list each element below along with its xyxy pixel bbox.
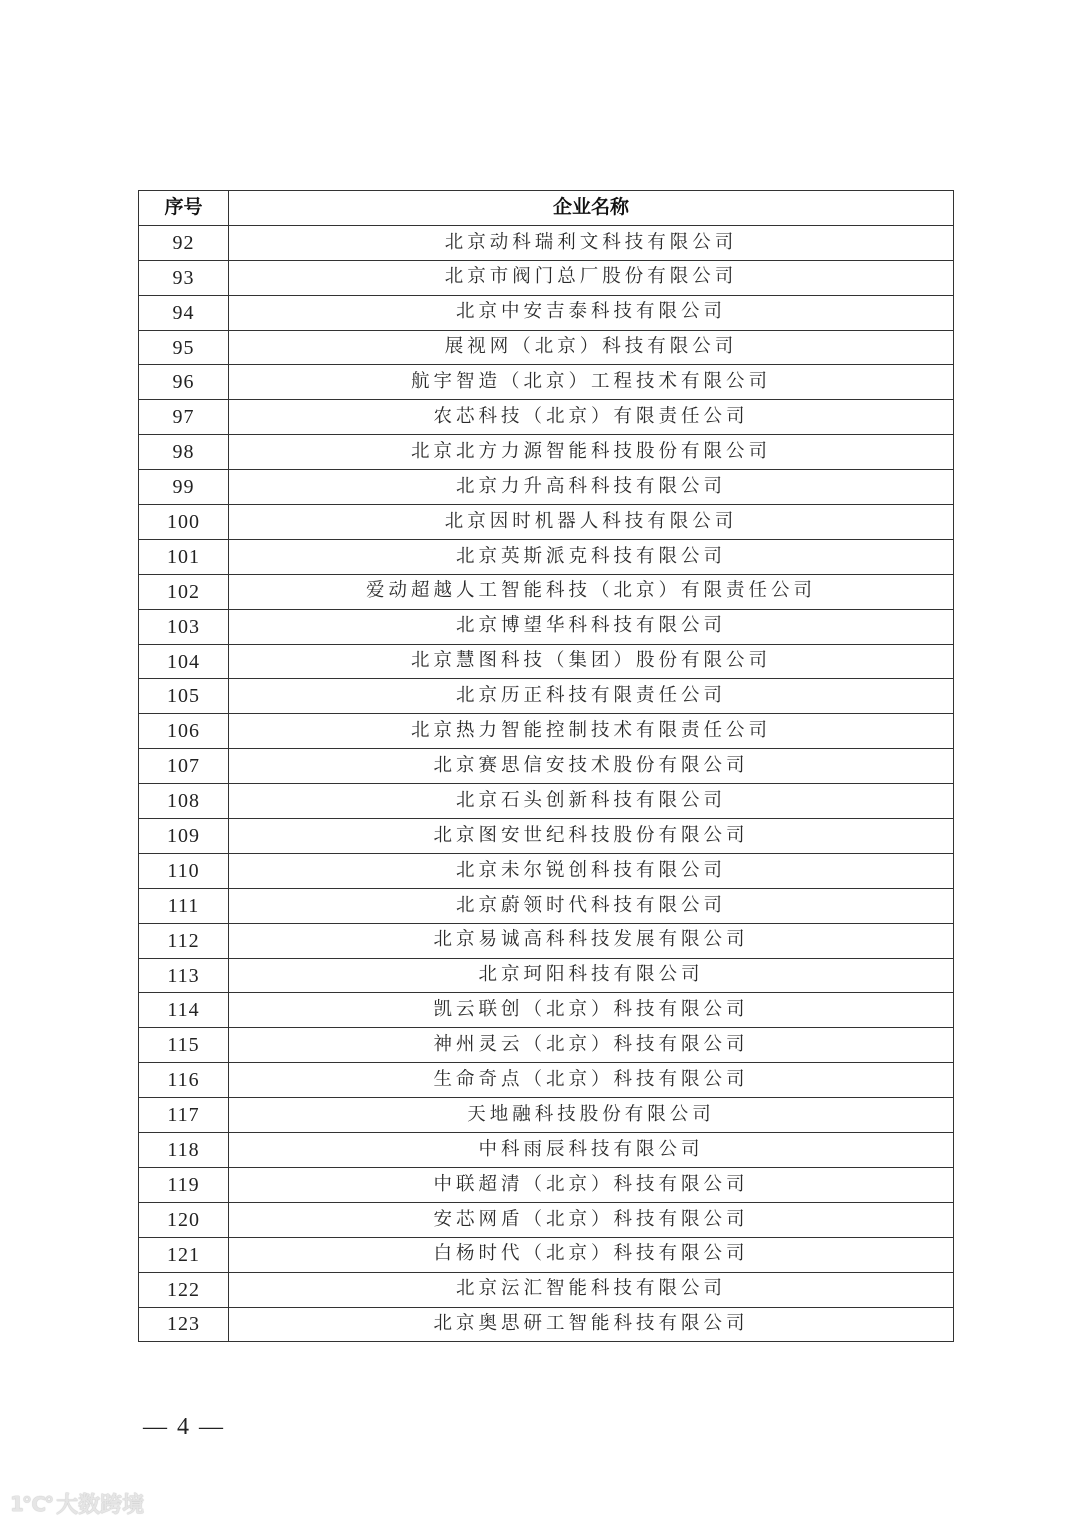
row-index: 94 xyxy=(139,295,229,330)
table-row xyxy=(139,819,954,854)
table-row xyxy=(139,1063,954,1098)
company-list-table xyxy=(138,190,954,1342)
row-company-name: 北京沄汇智能科技有限公司 xyxy=(229,1272,954,1307)
row-company-name: 凯云联创（北京）科技有限公司 xyxy=(229,993,954,1028)
row-index: 92 xyxy=(139,225,229,260)
row-company-name: 北京因时机器人科技有限公司 xyxy=(229,505,954,540)
row-index: 115 xyxy=(139,1028,229,1063)
table-row xyxy=(139,1202,954,1237)
watermark-logo-icon: 1℃° xyxy=(10,1491,53,1516)
row-index: 122 xyxy=(139,1272,229,1307)
row-index: 101 xyxy=(139,539,229,574)
row-company-name: 北京热力智能控制技术有限责任公司 xyxy=(229,714,954,749)
row-index: 120 xyxy=(139,1202,229,1237)
table-row xyxy=(139,539,954,574)
row-company-name: 生命奇点（北京）科技有限公司 xyxy=(229,1063,954,1098)
table-body xyxy=(139,225,954,1342)
table-row xyxy=(139,225,954,260)
header-index: 序号 xyxy=(139,191,229,226)
row-company-name: 爱动超越人工智能科技（北京）有限责任公司 xyxy=(229,574,954,609)
table-row xyxy=(139,365,954,400)
row-index: 123 xyxy=(139,1307,229,1342)
table-row xyxy=(139,1272,954,1307)
row-index: 104 xyxy=(139,644,229,679)
row-index: 118 xyxy=(139,1133,229,1168)
row-company-name: 安芯网盾（北京）科技有限公司 xyxy=(229,1202,954,1237)
row-company-name: 北京慧图科技（集团）股份有限公司 xyxy=(229,644,954,679)
row-company-name: 白杨时代（北京）科技有限公司 xyxy=(229,1237,954,1272)
row-company-name: 神州灵云（北京）科技有限公司 xyxy=(229,1028,954,1063)
row-company-name: 天地融科技股份有限公司 xyxy=(229,1098,954,1133)
table-row xyxy=(139,714,954,749)
row-company-name: 北京珂阳科技有限公司 xyxy=(229,958,954,993)
table-row xyxy=(139,784,954,819)
table-row xyxy=(139,853,954,888)
row-company-name: 北京力升高科科技有限公司 xyxy=(229,470,954,505)
table-row xyxy=(139,400,954,435)
row-index: 97 xyxy=(139,400,229,435)
row-index: 116 xyxy=(139,1063,229,1098)
row-index: 103 xyxy=(139,609,229,644)
row-company-name: 北京图安世纪科技股份有限公司 xyxy=(229,819,954,854)
table-row xyxy=(139,958,954,993)
company-list-table-container xyxy=(138,190,953,1342)
row-company-name: 北京英斯派克科技有限公司 xyxy=(229,539,954,574)
table-row xyxy=(139,330,954,365)
table-header-row xyxy=(139,191,954,226)
row-index: 119 xyxy=(139,1167,229,1202)
row-company-name: 北京中安吉泰科技有限公司 xyxy=(229,295,954,330)
table-row xyxy=(139,923,954,958)
row-company-name: 北京奥思研工智能科技有限公司 xyxy=(229,1307,954,1342)
row-index: 121 xyxy=(139,1237,229,1272)
row-company-name: 展视网（北京）科技有限公司 xyxy=(229,330,954,365)
row-index: 113 xyxy=(139,958,229,993)
row-company-name: 北京赛思信安技术股份有限公司 xyxy=(229,749,954,784)
row-index: 95 xyxy=(139,330,229,365)
row-index: 117 xyxy=(139,1098,229,1133)
table-row xyxy=(139,749,954,784)
row-index: 105 xyxy=(139,679,229,714)
table-row xyxy=(139,470,954,505)
table-row xyxy=(139,1307,954,1342)
table-row xyxy=(139,1133,954,1168)
row-company-name: 北京博望华科科技有限公司 xyxy=(229,609,954,644)
table-row xyxy=(139,888,954,923)
table-row xyxy=(139,1237,954,1272)
row-company-name: 北京易诚高科科技发展有限公司 xyxy=(229,923,954,958)
row-company-name: 北京历正科技有限责任公司 xyxy=(229,679,954,714)
row-index: 112 xyxy=(139,923,229,958)
row-company-name: 北京未尔锐创科技有限公司 xyxy=(229,853,954,888)
header-company-name: 企业名称 xyxy=(229,191,954,226)
row-index: 106 xyxy=(139,714,229,749)
row-index: 100 xyxy=(139,505,229,540)
row-company-name: 中科雨辰科技有限公司 xyxy=(229,1133,954,1168)
row-company-name: 北京蔚领时代科技有限公司 xyxy=(229,888,954,923)
table-row xyxy=(139,505,954,540)
row-company-name: 北京北方力源智能科技股份有限公司 xyxy=(229,435,954,470)
row-company-name: 中联超清（北京）科技有限公司 xyxy=(229,1167,954,1202)
page-number: — 4 — xyxy=(143,1414,225,1440)
row-index: 102 xyxy=(139,574,229,609)
row-company-name: 北京动科瑞利文科技有限公司 xyxy=(229,225,954,260)
row-index: 114 xyxy=(139,993,229,1028)
row-index: 98 xyxy=(139,435,229,470)
row-company-name: 北京市阀门总厂股份有限公司 xyxy=(229,260,954,295)
row-index: 93 xyxy=(139,260,229,295)
row-index: 109 xyxy=(139,819,229,854)
row-index: 111 xyxy=(139,888,229,923)
table-row xyxy=(139,260,954,295)
row-company-name: 北京石头创新科技有限公司 xyxy=(229,784,954,819)
table-row xyxy=(139,993,954,1028)
table-row xyxy=(139,1167,954,1202)
table-row xyxy=(139,679,954,714)
watermark xyxy=(10,1488,144,1519)
row-company-name: 农芯科技（北京）有限责任公司 xyxy=(229,400,954,435)
table-row xyxy=(139,435,954,470)
row-company-name: 航宇智造（北京）工程技术有限公司 xyxy=(229,365,954,400)
row-index: 107 xyxy=(139,749,229,784)
row-index: 99 xyxy=(139,470,229,505)
table-row xyxy=(139,1028,954,1063)
row-index: 108 xyxy=(139,784,229,819)
table-row xyxy=(139,574,954,609)
table-row xyxy=(139,644,954,679)
row-index: 110 xyxy=(139,853,229,888)
row-index: 96 xyxy=(139,365,229,400)
table-row xyxy=(139,295,954,330)
table-row xyxy=(139,1098,954,1133)
watermark-text: 大数跨境 xyxy=(56,1493,145,1518)
table-row xyxy=(139,609,954,644)
